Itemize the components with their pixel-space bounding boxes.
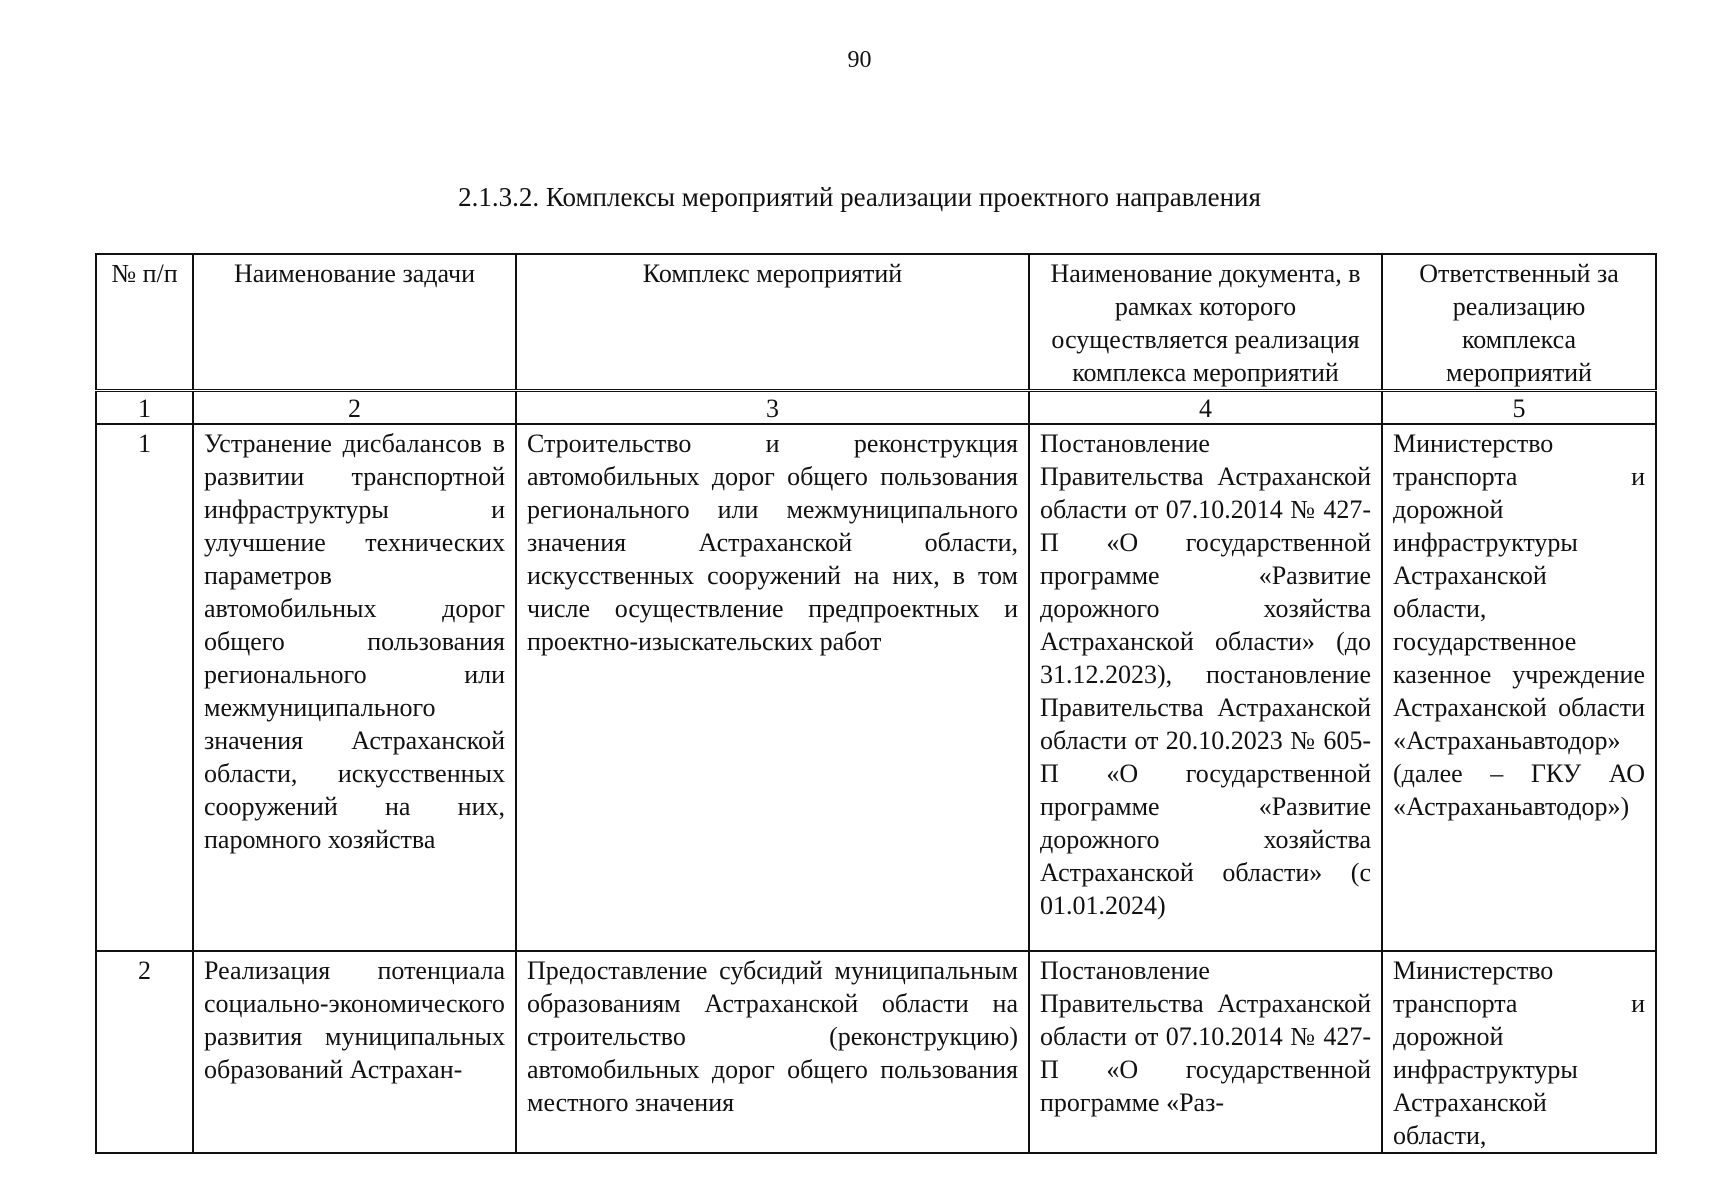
measures-table [95,253,1657,1154]
header-cell-measures: Комплекс мероприятий [516,254,1029,391]
column-number: 5 [1382,391,1656,425]
task-cell: Реализация потенциала социально-экономического развития муниципальных образований Астрахан- [193,951,516,1153]
column-number-row [96,391,1656,425]
document-cell: Постановление Правительства Астраханской области от 07.10.2014 № 427-П «О государственной программе «Раз- [1029,951,1382,1153]
header-cell-task: Наименование задачи [193,254,516,391]
responsible-cell: Министерство транспорта и дорожной инфраструктуры Астраханской области, [1382,951,1656,1153]
document-cell: Постановление Правительства Астраханской области от 07.10.2014 № 427-П «О государственной программе «Развитие дорожного хозяйства Астраханской области» (до 31.12.2023), постановление Правительства Астраханской области от 20.10.2023 № 605-П «О государственной программе «Развитие дорожного хозяйства Астраханской области» (с 01.01.2024) [1029,424,1382,951]
column-number: 2 [193,391,516,425]
responsible-cell: Министерство транспорта и дорожной инфраструктуры Астраханской области, государственное казенное учреждение Астраханской области «Астраханьавтодор» (далее – ГКУ АО «Астраханьавтодор») [1382,424,1656,951]
table-row [96,951,1656,1153]
task-cell: Устранение дисбалансов в развитии транспортной инфраструктуры и улучшение технических параметров автомобильных дорог общего пользования регионального или межмуниципального значения Астраханской области, искусственных сооружений на них, паромного хозяйства [193,424,516,951]
measures-cell: Предоставление субсидий муниципальным образованиям Астраханской области на строительство (реконструкцию) автомобильных дорог общего пользования местного значения [516,951,1029,1153]
page-number: 90 [847,47,872,73]
row-number: 2 [96,951,193,1153]
column-number: 4 [1029,391,1382,425]
row-number: 1 [96,424,193,951]
table-row [96,424,1656,951]
section-title: 2.1.3.2. Комплексы мероприятий реализации проектного направления [458,182,1261,212]
header-cell-number: № п/п [96,254,193,391]
column-number: 3 [516,391,1029,425]
measures-cell: Строительство и реконструкция автомобильных дорог общего пользования регионального или межмуниципального значения Астраханской области, искусственных сооружений на них, в том числе осуществление предпроектных и проектно-изыскательских работ [516,424,1029,951]
header-cell-document: Наименование документа, в рамках которого осуществляется реализация комплекса мероприятий [1029,254,1382,391]
table-header-row [96,254,1656,391]
column-number: 1 [96,391,193,425]
header-cell-responsible: Ответственный за реализацию комплекса мероприятий [1382,254,1656,391]
